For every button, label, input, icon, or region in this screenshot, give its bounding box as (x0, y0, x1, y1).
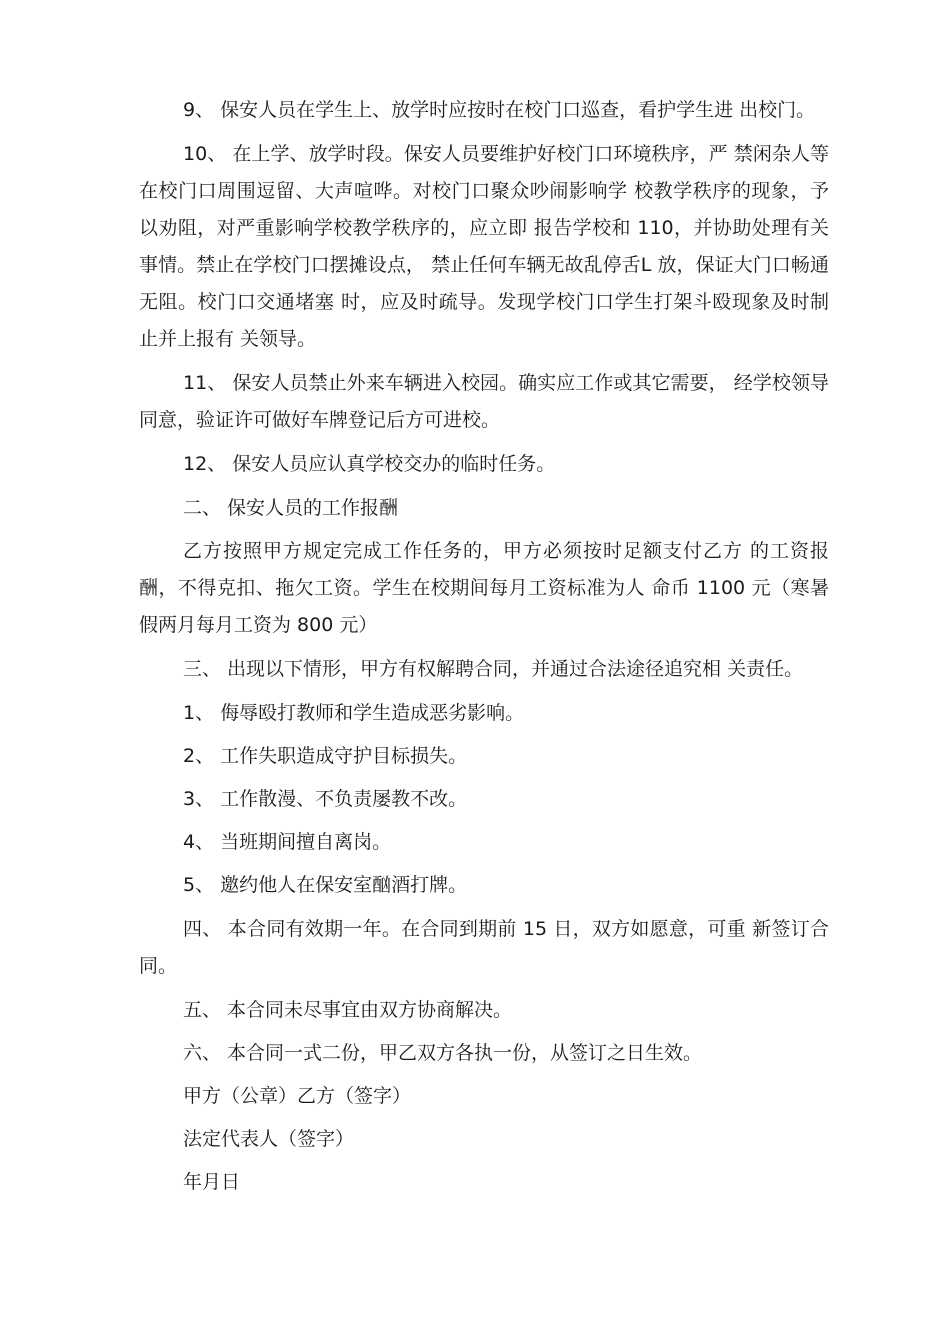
list-item-4: 4、 当班期间擅自离岗。 (183, 831, 392, 853)
paragraph-item-12: 12、 保安人员应认真学校交办的临时任务。 (183, 453, 556, 475)
signature-legal-rep: 法定代表人（签字） (183, 1128, 355, 1150)
section-4-term: 四、 本合同有效期一年。在合同到期前 15 日，双方如愿意，可重 新签订合同。 (139, 918, 829, 977)
signature-date: 年月日 (183, 1171, 241, 1193)
paragraph-item-9: 9、 保安人员在学生上、放学时应按时在校门口巡查，看护学生进 出校门。 (183, 99, 816, 121)
paragraph-item-11: 11、 保安人员禁止外来车辆进入校园。确实应工作或其它需要， 经学校领导同意，验证许可做好车牌登记后方可进校。 (139, 372, 829, 431)
list-item-3: 3、 工作散漫、不负责屡教不改。 (183, 788, 468, 810)
list-item-5: 5、 邀约他人在保安室酗酒打牌。 (183, 874, 468, 896)
section-heading-3: 三、 出现以下情形，甲方有权解聘合同，并通过合法途径追究相 关责任。 (183, 658, 804, 680)
list-item-2: 2、 工作失职造成守护目标损失。 (183, 745, 468, 767)
list-item-1: 1、 侮辱殴打教师和学生造成恶劣影响。 (183, 702, 525, 724)
paragraph-item-10: 10、 在上学、放学时段。保安人员要维护好校门口环境秩序，严 禁闲杂人等在校门口周围逗留、大声喧哗。对校门口聚众吵闹影响学 校教学秩序的现象，予以劝阻，对严重影响学校教学秩序的，应立即 报告学校和 110，并协助处理有关事情。禁止在学校门口摆摊设点， 禁止任何车辆无故乱停舌L 放，保证大门口畅通无阻。校门口交通堵塞 时，应及时疏导。发现学校门口学生打架斗殴现象及时制止并上报有 关领导。 (139, 143, 829, 350)
document-body (139, 92, 829, 1208)
section-6-copies: 六、 本合同一式二份，甲乙双方各执一份，从签订之日生效。 (183, 1042, 703, 1064)
section-5-negotiation: 五、 本合同未尽事宜由双方协商解决。 (183, 999, 513, 1021)
paragraph-salary: 乙方按照甲方规定完成工作任务的，甲方必须按时足额支付乙方 的工资报酬，不得克扣、拖欠工资。学生在校期间每月工资标准为人 命币 1100 元（寒暑假两月每月工资为 800 元） (139, 540, 829, 636)
signature-parties: 甲方（公章）乙方（签字） (183, 1085, 412, 1107)
section-heading-2: 二、 保安人员的工作报酬 (183, 497, 399, 519)
